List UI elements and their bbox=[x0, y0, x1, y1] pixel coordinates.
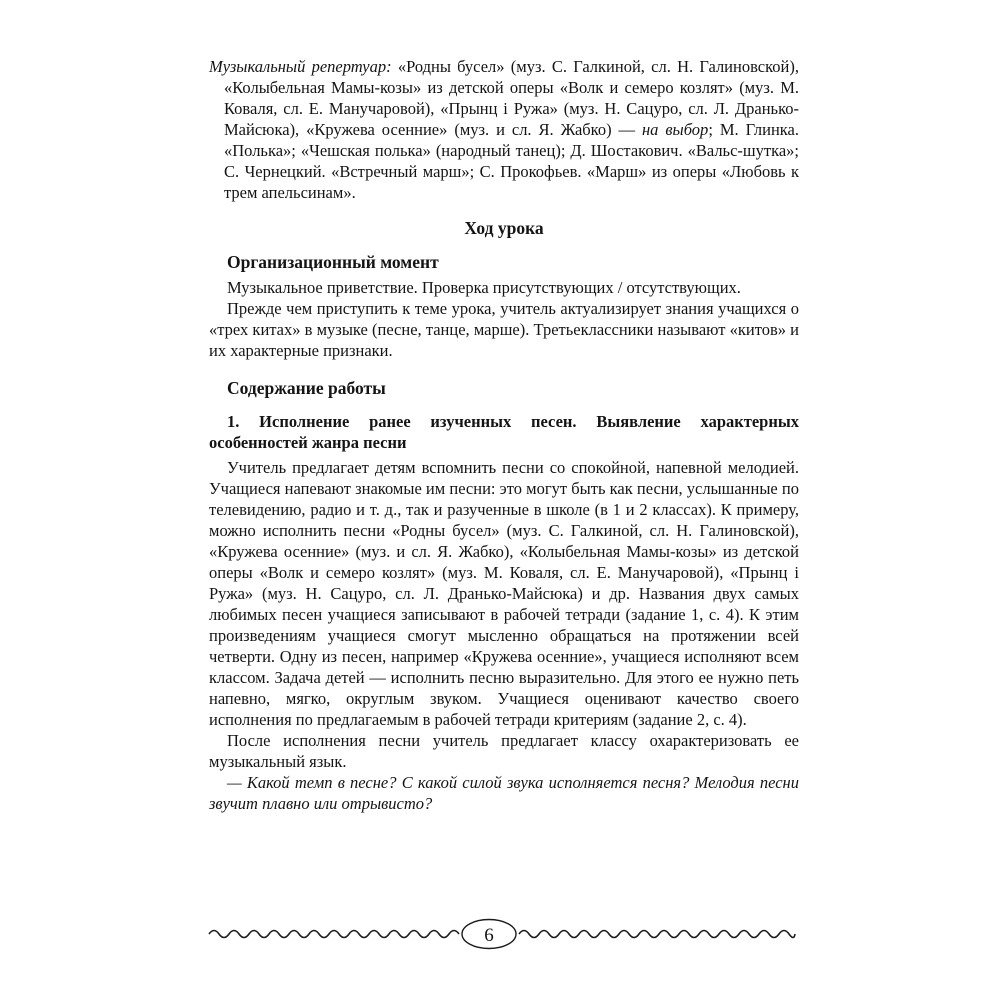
repertoire-text-1: «Родны бусел» (муз. С. Галкиной, сл. Н. Галиновской), «Колыбельная Мамы-козы» из детской оперы «Волк и семеро козлят» (муз. М. Коваля, сл. Е. Манучаровой), «Прынц і Ружа» (муз. Н. Сацуро, сл. Л. Дранько-Майсюка), «Кружева осенние» (муз. и сл. Я. Жабко) — bbox=[224, 57, 799, 139]
page-content bbox=[209, 56, 799, 814]
work-content-heading: Содержание работы bbox=[227, 378, 386, 398]
org-moment-paragraph-2: Прежде чем приступить к теме урока, учитель актуализирует знания учащихся о «трех китах» в музыке (песне, танце, марше). Третьеклассники называют «китов» и их характерные признаки. bbox=[209, 299, 799, 360]
org-moment-heading: Организационный момент bbox=[227, 252, 439, 272]
wavy-rule-left bbox=[209, 931, 459, 938]
org-moment-paragraph-1: Музыкальное приветствие. Проверка присутствующих / отсутствующих. bbox=[227, 278, 741, 297]
repertoire-paragraph bbox=[209, 56, 799, 203]
teacher-question: — Какой темп в песне? С какой силой звука исполняется песня? Мелодия песни звучит плавно или отрывисто? bbox=[209, 773, 799, 813]
repertoire-choice-note: на выбор bbox=[642, 120, 709, 139]
repertoire-text-2: ; М. Глинка. «Полька»; «Чешская полька» (народный танец); Д. Шостакович. «Вальс-шутка»; С. Чернецкий. «Встречный марш»; С. Прокофьев. «Марш» из оперы «Любовь к трем апельсинам». bbox=[224, 120, 799, 202]
work-content-paragraph-1: Учитель предлагает детям вспомнить песни со спокойной, напевной мелодией. Учащиеся напевают знакомые им песни: это могут быть как песни, услышанные по телевидению, радио и т. д., так и разученные в школе (в 1 и 2 классах). К примеру, можно исполнить песни «Родны бусел» (муз. С. Галкиной, сл. Н. Галиновской), «Кружева осенние» (муз. и сл. Я. Жабко), «Колыбельная Мамы-козы» из детской оперы «Волк и семеро козлят» (муз. М. Коваля, сл. Е. Манучаровой), «Прынц і Ружа» (муз. Н. Сацуро, сл. Л. Дранько-Майсюка) и др. Названия двух самых любимых песен учащиеся записывают в рабочей тетради (задание 1, с. 4). К этим произведениям учащиеся смогут мысленно обращаться на протяжении всей четверти. Одну из песен, например «Кружева осенние», учащиеся исполняют всем классом. Задача детей — исполнить песню выразительно. Для этого ее нужно петь напевно, мягко, округлым звуком. Учащиеся оценивают качество своего исполнения по предлагаемым в рабочей тетради критериям (задание 2, с. 4). bbox=[209, 458, 799, 729]
work-content-paragraph-2: После исполнения песни учитель предлагает классу охарактеризовать ее музыкальный язык. bbox=[209, 731, 799, 771]
page-footer bbox=[207, 916, 799, 954]
footer-rule bbox=[207, 916, 799, 954]
lesson-flow-heading: Ход урока bbox=[464, 218, 544, 238]
page-number: 6 bbox=[484, 925, 494, 946]
wavy-rule-right bbox=[519, 931, 795, 938]
task1-heading: 1. Исполнение ранее изученных песен. Выявление характерных особенностей жанра песни bbox=[209, 412, 799, 452]
repertoire-label: Музыкальный репертуар: bbox=[209, 57, 392, 76]
